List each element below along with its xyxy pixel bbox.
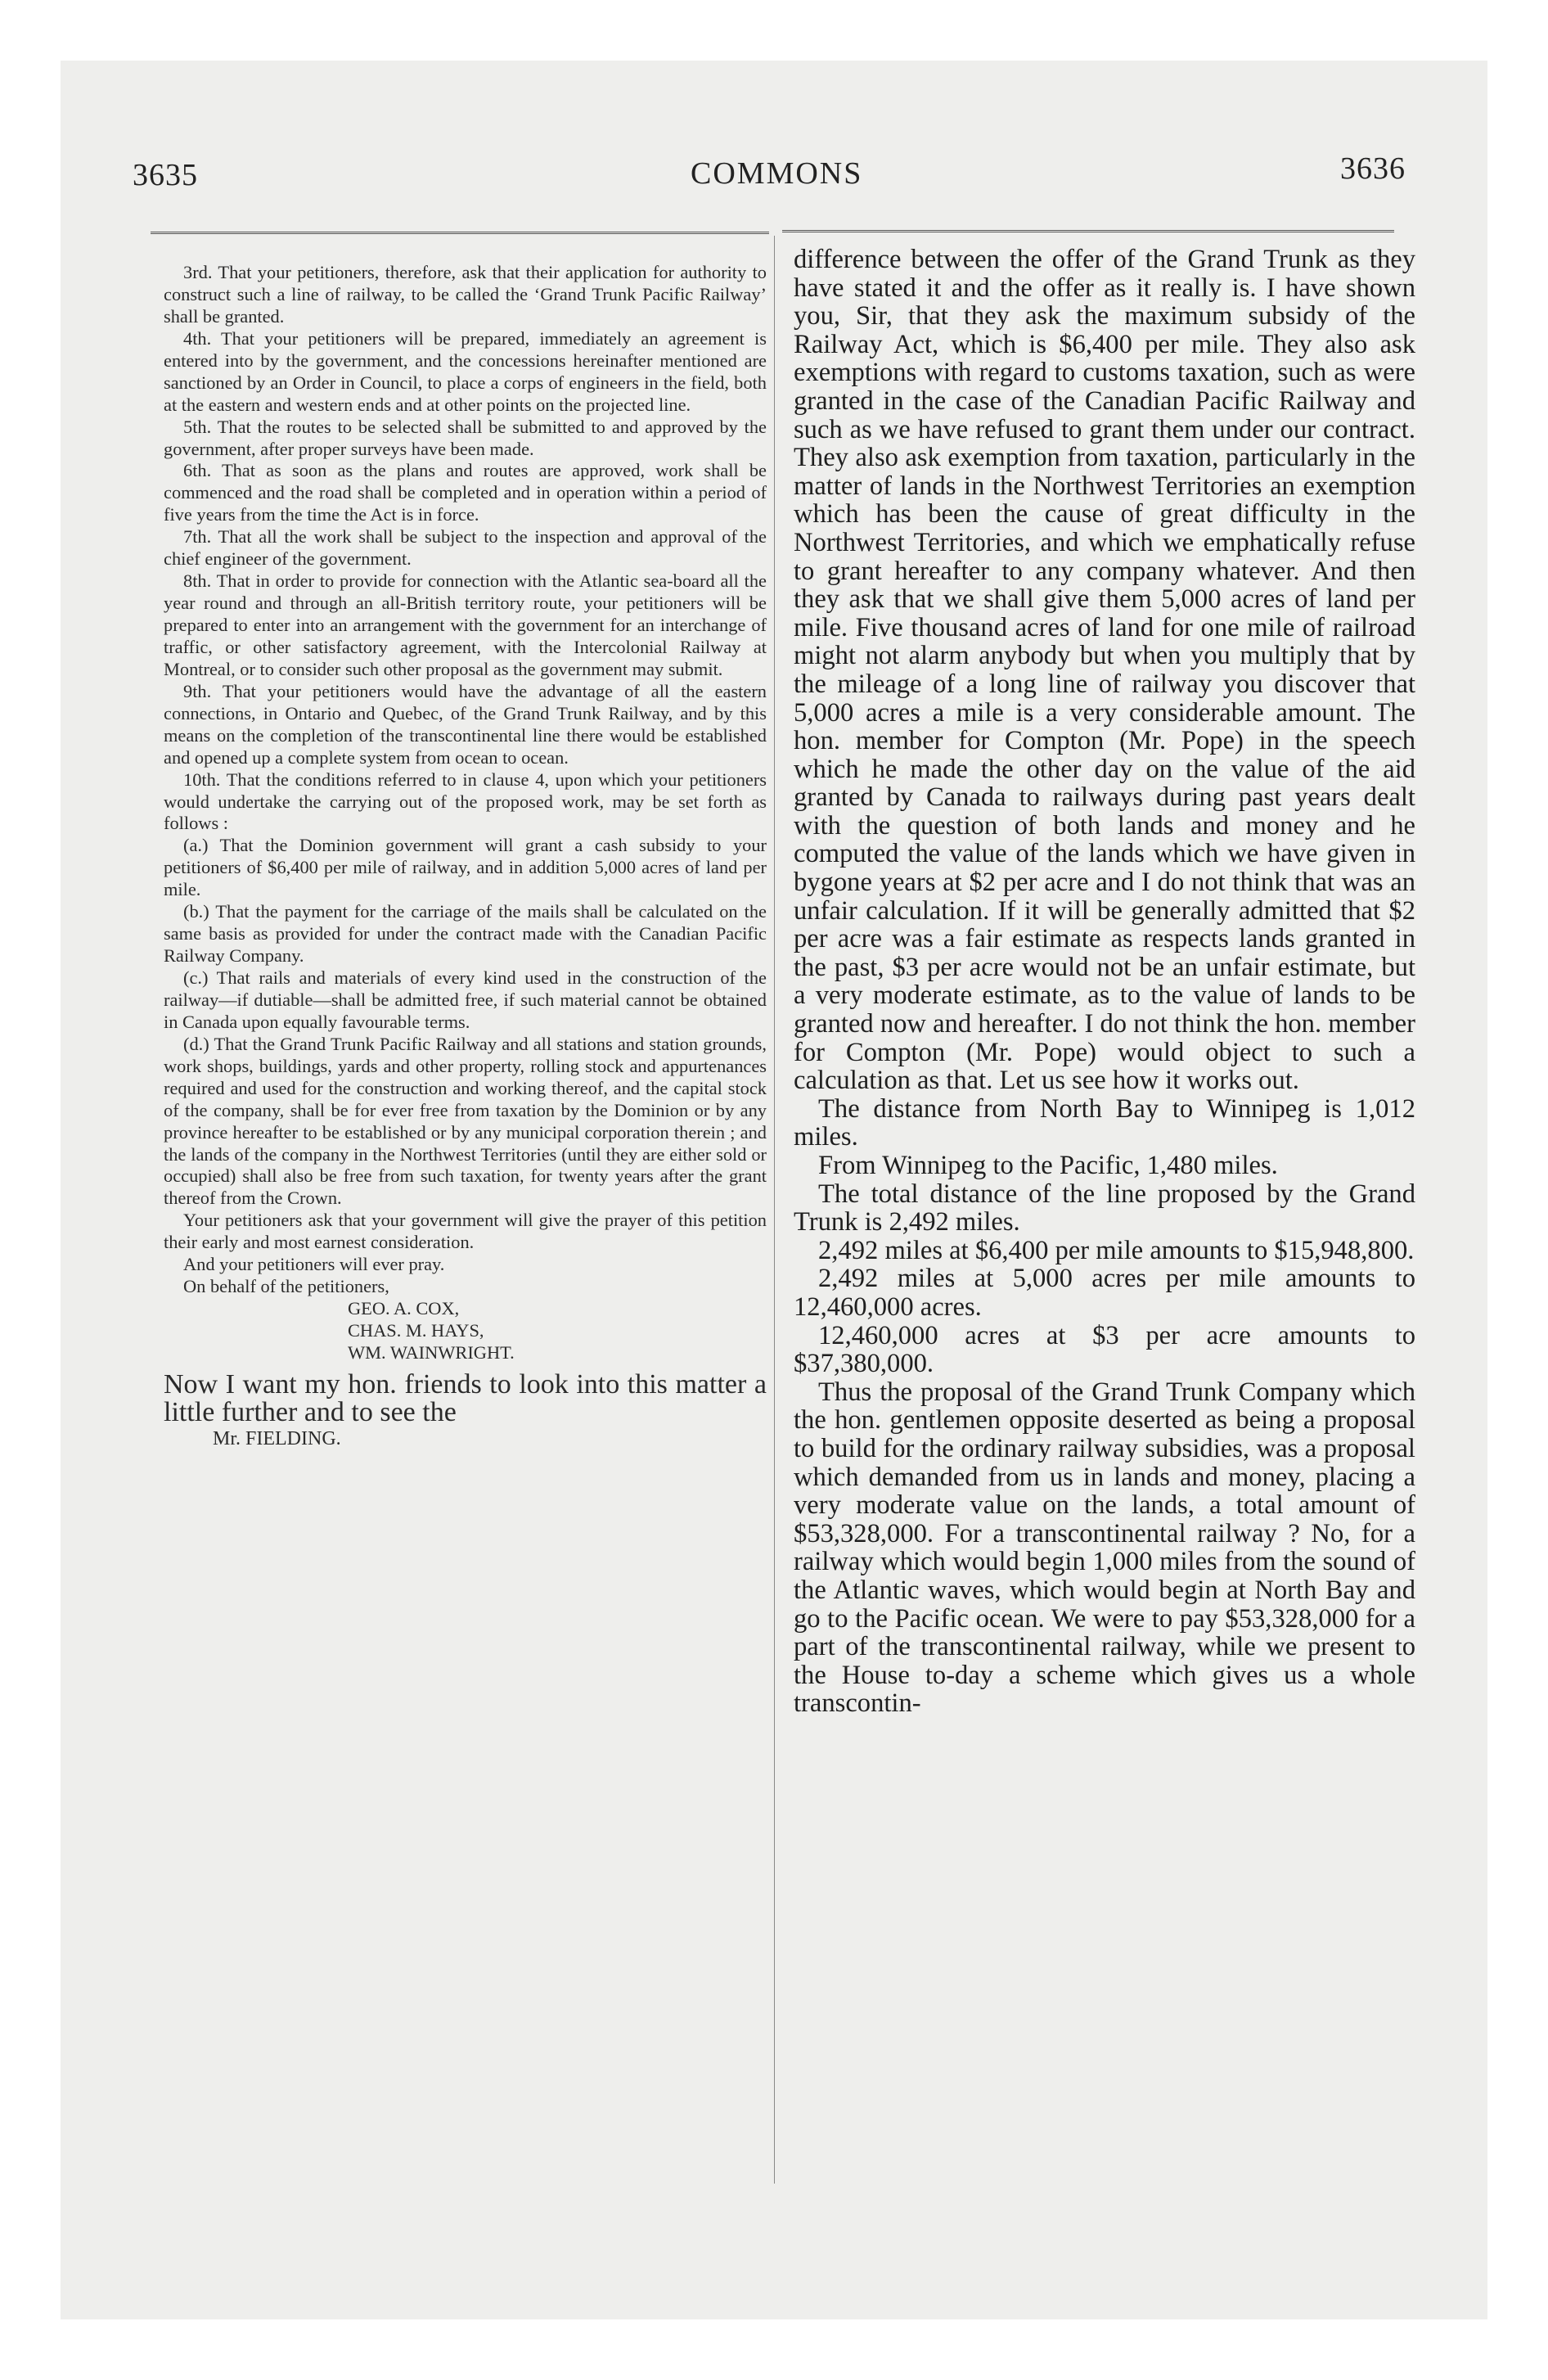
- paragraph: 5th. That the routes to be selected shall be submitted to and approved by the government, after proper surveys have been made.: [164, 416, 767, 459]
- paragraph: difference between the offer of the Grand Trunk as they have stated it and the offer as it really is. I have shown you, Sir, that they ask the maximum subsidy of the Railway Act, which is $6,400 per mile. They also ask exemptions with regard to customs taxation, such as were granted in the case of the Canadian Pacific Railway and such as we have refused to grant them under our contract. They also ask exemption from taxation, particularly in the matter of lands in the Northwest Territories an exemption which has been the cause of great difficulty in the Northwest Territories, and which we emphatically refuse to grant hereafter to any company whatever. And then they ask that we shall give them 5,000 acres of land per mile. Five thousand acres of land for one mile of railroad might not alarm anybody but when you multiply that by the mileage of a long line of railway you discover that 5,000 acres a mile is a very considerable amount. The hon. member for Compton (Mr. Pope) in the speech which he made the other day on the value of the aid granted by Canada to railways during past years dealt with the question of both lands and money and he computed the value of the lands which we have given in bygone years at $2 per acre and I do not think that was an unfair calculation. If it will be generally admitted that $2 per acre was a fair estimate as respects lands granted in the past, $3 per acre would not be an unfair estimate, but a very moderate estimate, as to the value of lands to be granted now and hereafter. I do not think the hon. member for Compton (Mr. Pope) would object to such a calculation as that. Let us see how it works out.: [794, 245, 1415, 1096]
- paragraph: (d.) That the Grand Trunk Pacific Railway and all stations and station grounds, work shops, buildings, yards and other property, rolling stock and appurtenances required and used for the construction and working thereof, and the capital stock of the company, shall be for ever free from taxation by the Dominion or by any province hereafter to be established or by any municipal corporation therein ; and the lands of the company in the Northwest Territories (until they are either sold or occupied) shall also be free from such taxation, for twenty years after the grant thereof from the Crown.: [164, 1033, 767, 1209]
- paragraph: Thus the proposal of the Grand Trunk Company which the hon. gentlemen opposite deserted as being a proposal to build for the ordinary railway subsidies, was a proposal which demanded from us in lands and money, placing a very moderate value on the lands, a total amount of $53,328,000. For a transcontinental railway ? No, for a railway which would begin 1,000 miles from the sound of the Atlantic waves, which would begin at North Bay and go to the Pacific ocean. We were to pay $53,328,000 for a part of the transcontinental railway, while we present to the House to-day a scheme which gives us a whole transcontin-: [794, 1377, 1415, 1719]
- paragraph: (b.) That the payment for the carriage of the mails shall be calculated on the same basis as provided for under the contract made with the Canadian Pacific Railway Company.: [164, 901, 767, 967]
- paragraph: 2,492 miles at $6,400 per mile amounts to $15,948,800.: [818, 1235, 1415, 1265]
- paragraph: From Winnipeg to the Pacific, 1,480 miles.: [818, 1151, 1278, 1180]
- paragraph: (c.) That rails and materials of every kind used in the construction of the railway—if dutiable—shall be admitted free, if such material cannot be obtained in Canada upon equally favourable terms.: [164, 967, 767, 1032]
- signatory: WM. WAINWRIGHT.: [348, 1341, 515, 1363]
- paragraph: The distance from North Bay to Winnipeg is 1,012 miles.: [794, 1093, 1415, 1152]
- header-rule-left: [151, 232, 769, 234]
- speaker-name: Mr. FIELDING.: [213, 1427, 341, 1449]
- signatory: CHAS. M. HAYS,: [348, 1320, 484, 1341]
- paragraph: 6th. That as soon as the plans and routes are approved, work shall be commenced and the road shall be completed and in operation within a period of five years from the time the Act is in force.: [164, 460, 767, 525]
- paragraph: On behalf of the petitioners,: [183, 1276, 389, 1297]
- paragraph: 12,460,000 acres at $3 per acre amounts to $37,380,000.: [794, 1320, 1415, 1379]
- header-rule-right: [782, 230, 1394, 232]
- paragraph: 4th. That your petitioners will be prepared, immediately an agreement is entered into by the government, and the concessions hereinafter mentioned are sanctioned by an Order in Council, to place a corps of engineers in the field, both at the eastern and western ends and at other points on the projected line.: [164, 327, 767, 415]
- paragraph: And your petitioners will ever pray.: [183, 1254, 445, 1275]
- paragraph: 2,492 miles at 5,000 acres per mile amounts to 12,460,000 acres.: [794, 1264, 1415, 1322]
- page-heading: COMMONS: [691, 156, 863, 191]
- paragraph: Your petitioners ask that your government will give the prayer of this petition their early and most earnest consideration.: [164, 1210, 767, 1253]
- left-column: [164, 262, 767, 1451]
- signatory: GEO. A. COX,: [348, 1298, 460, 1319]
- paragraph: 3rd. That your petitioners, therefore, ask that their application for authority to construct such a line of railway, to be called the ‘Grand Trunk Pacific Railway’ shall be granted.: [164, 262, 767, 327]
- paragraph: 10th. That the conditions referred to in clause 4, upon which your petitioners would undertake the carrying out of the proposed work, may be set forth as follows :: [164, 769, 767, 834]
- page-number-left: 3635: [133, 158, 198, 192]
- paragraph: (a.) That the Dominion government will grant a cash subsidy to your petitioners of $6,400 per mile of railway, and in addition 5,000 acres of land per mile.: [164, 835, 767, 900]
- column-divider: [774, 236, 775, 2184]
- paragraph: 9th. That your petitioners would have the advantage of all the eastern connections, in Ontario and Quebec, of the Grand Trunk Railway, and by this means on the completion of the transcontinental line there would be established and opened up a complete system from ocean to ocean.: [164, 680, 767, 768]
- paragraph: 8th. That in order to provide for connection with the Atlantic sea-board all the year round and through an all-British territory route, your petitioners will be prepared to enter into an arrangement with the government for an interchange of traffic, or other satisfactory agreement, with the Intercolonial Railway at Montreal, or to consider such other proposal as the government may submit.: [164, 570, 767, 679]
- paragraph: The total distance of the line proposed by the Grand Trunk is 2,492 miles.: [794, 1179, 1415, 1237]
- paragraph: 7th. That all the work shall be subject to the inspection and approval of the chief engineer of the government.: [164, 526, 767, 570]
- speech-text: Now I want my hon. friends to look into this matter a little further and to see the: [164, 1368, 767, 1427]
- right-column: [794, 246, 1415, 1718]
- page-number-right: 3636: [1340, 151, 1406, 186]
